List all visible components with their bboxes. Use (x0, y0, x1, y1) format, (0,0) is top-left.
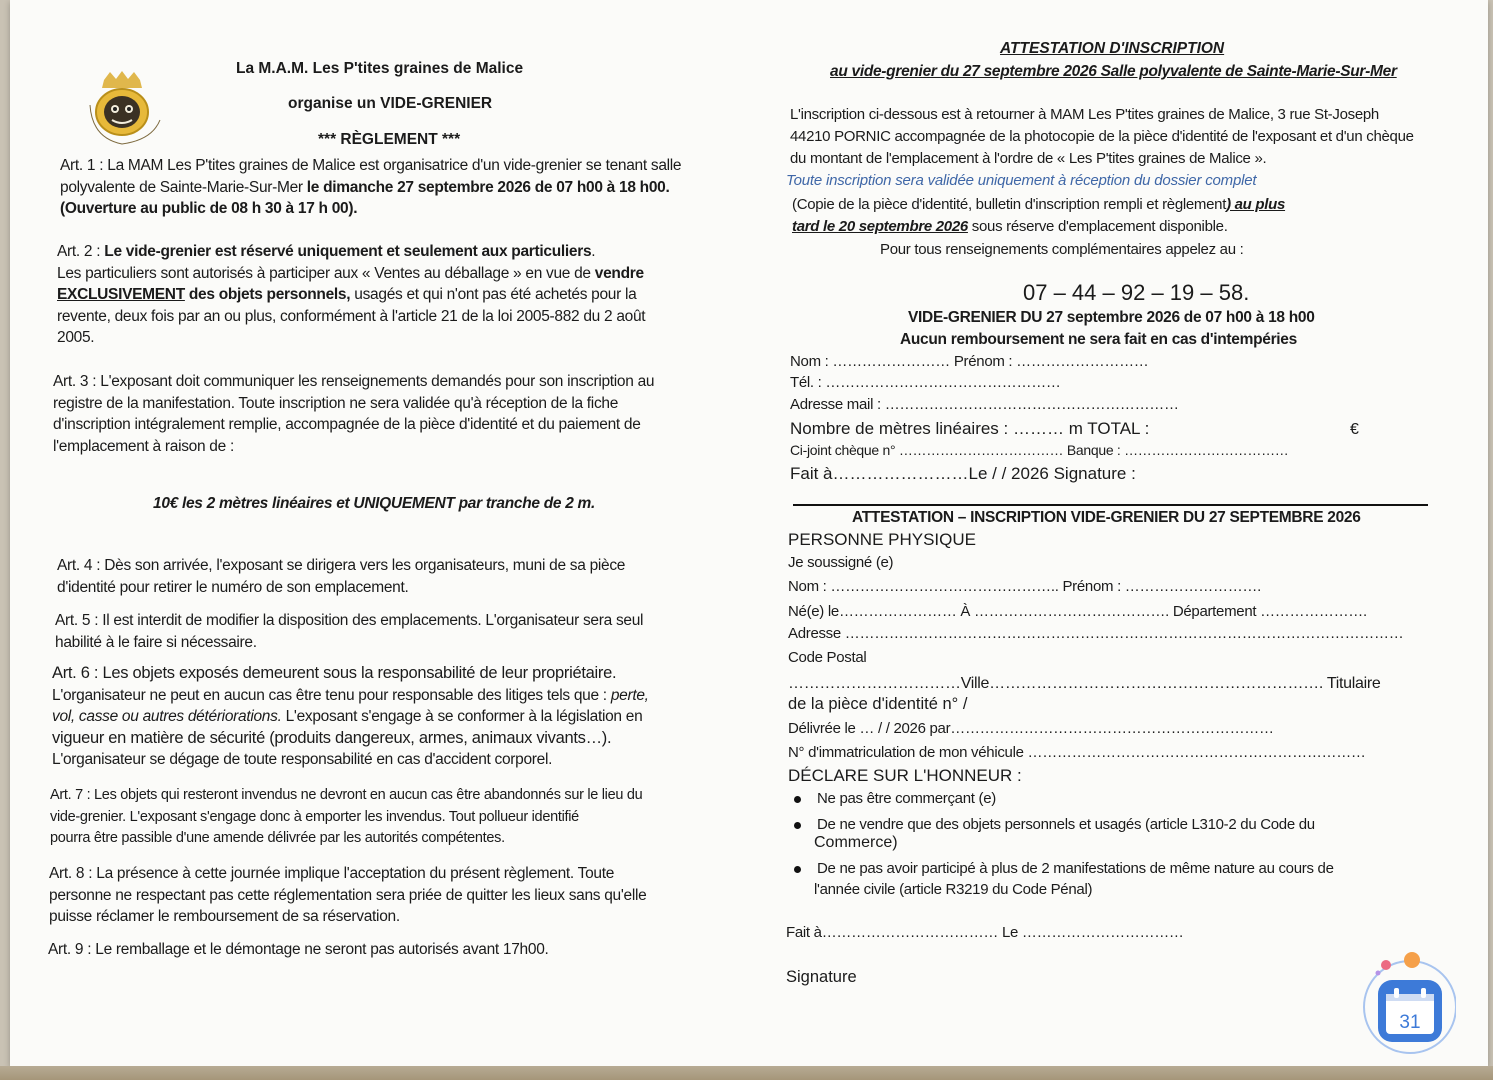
field-code-postal[interactable]: Code Postal (788, 649, 867, 666)
article-5: Art. 5 : Il est interdit de modifier la disposition des emplacements. L'organisateur sera seul habilité à le faire si nécessaire. (55, 612, 644, 651)
bullet-3-cont: l'année civile (article R3219 du Code Pénal) (814, 881, 1093, 898)
calendar-widget[interactable] (1360, 950, 1456, 1056)
attestation-subtitle: au vide-grenier du 27 septembre 2026 Salle polyvalente de Sainte-Marie-Sur-Mer (830, 63, 1397, 80)
mam-logo (82, 70, 178, 154)
form-fait[interactable]: Fait à……………………Le / / 2026 Signature : (790, 464, 1136, 483)
bullet-3: De ne pas avoir participé à plus de 2 manifestations de même nature au cours de (794, 860, 1334, 877)
field-piece-identite[interactable]: de la pièce d'identité n° / (788, 695, 968, 713)
attestation-2-title: ATTESTATION – INSCRIPTION VIDE-GRENIER DU 27 SEPTEMBRE 2026 (852, 509, 1361, 526)
article-8: Art. 8 : La présence à cette journée implique l'acceptation du présent règlement. Toute personne ne respectant pas cette réglementation sera priée de quitter les lieux sans qu'elle puisse réclamer le remboursement de sa réservation. (49, 865, 647, 925)
intro-paragraph: L'inscription ci-dessous est à retourner à MAM Les P'tites graines de Malice, 3 rue St-Joseph 44210 PORNIC accompagnée de la photocopie de la pièce d'identité de l'exposant et d'un chèque du montant de l'emplacement à l'ordre de « Les P'tites graines de Malice ». (790, 106, 1414, 167)
soussigne: Je soussigné (e) (788, 554, 894, 571)
field-fait-a[interactable]: Fait à……………………………… Le …………………………… (786, 924, 1184, 941)
notice-blue: Toute inscription sera validée uniquement à réception du dossier complet (786, 172, 1257, 189)
info-line: Pour tous renseignements complémentaires appelez au : (880, 241, 1244, 258)
header-line-1: La M.A.M. Les P'tites graines de Malice (236, 60, 524, 77)
article-6: Art. 6 : Les objets exposés demeurent sous la responsabilité de leur propriétaire. L'organisateur ne peut en aucun cas être tenu pour responsable des litiges tels que : perte, vol, casse ou autres détériorations. L'exposant s'engage à se conformer à la législation en vigueur en matière de sécurité (produits dangereux, armes, animaux vivants…). L'organisateur se dégage de toute responsabilité en cas d'accident corporel. (52, 664, 649, 768)
form-cheque[interactable]: Ci-joint chèque n° ……………………………… Banque : ……………………………… (790, 442, 1289, 458)
signature-label: Signature (786, 968, 857, 986)
header-reglement: *** RÈGLEMENT *** (318, 131, 461, 148)
phone-number: 07 – 44 – 92 – 19 – 58. (1023, 280, 1250, 305)
calendar-icon (1360, 950, 1456, 1056)
article-1: Art. 1 : La MAM Les P'tites graines de Malice est organisatrice d'un vide-grenier se tenant salle polyvalente de Sainte-Marie-Sur-Mer le dimanche 27 septembre 2026 de 07 h00 à 18 h00. (Ouverture au public de 08 h 30 à 17 h 00). (60, 157, 682, 217)
field-delivree[interactable]: Délivrée le … / / 2026 par………………………………………………………… (788, 720, 1274, 737)
field-nom[interactable]: Nom : ……………………………………….. Prénom : ………………………. (788, 578, 1261, 595)
copy-notice: (Copie de la pièce d'identité, bulletin d'inscription rempli et règlement) au plus tard le 20 septembre 2026 sous réserve d'emplacement disponible. (792, 196, 1286, 235)
article-7: Art. 7 : Les objets qui resteront invendus ne devront en aucun cas être abandonnés sur le lieu du vide-grenier. L'exposant s'engage donc à emporter les invendus. Tout pollueur identifié pourra être passible d'une amende délivrée par les autorités compétentes. (50, 787, 643, 846)
declare-honneur: DÉCLARE SUR L'HONNEUR : (788, 766, 1022, 785)
bullet-2: De ne vendre que des objets personnels et usagés (article L310-2 du Code du (794, 816, 1315, 833)
article-3: Art. 3 : L'exposant doit communiquer les renseignements demandés pour son inscription au registre de la manifestation. Toute inscription ne sera validée qu'à réception de la fiche d'inscription intégralement remplie, accompagnée de la pièce d'identité et du paiement de l'emplacement à raison de : (53, 373, 655, 455)
article-9: Art. 9 : Le remballage et le démontage ne seront pas autorisés avant 17h00. (48, 941, 549, 958)
article-4: Art. 4 : Dès son arrivée, l'exposant se dirigera vers les organisateurs, muni de sa pièce d'identité pour retirer le numéro de son emplacement. (57, 557, 626, 596)
field-ville[interactable]: ……………………………Ville………………………………………………………. Titulaire (788, 675, 1381, 692)
field-naissance[interactable]: Né(e) le…………………… À …………………………………. Département …………………. (788, 603, 1367, 620)
calendar-day: 31 (1399, 1012, 1421, 1033)
attestation-title: ATTESTATION D'INSCRIPTION (1000, 40, 1225, 57)
document-sheet (10, 0, 1488, 1066)
divider (793, 504, 1428, 506)
bullet-1: Ne pas être commerçant (e) (794, 790, 996, 807)
article-2: Art. 2 : Le vide-grenier est réservé uniquement et seulement aux particuliers. Les particuliers sont autorisés à participer aux « Ventes au déballage » en vue de vendre EXCLUSIVEMENT des objets personnels, usagés et qui n'ont pas été achetés pour la revente, deux fois par an ou plus, conformément à l'article 21 de la loi 2005-882 du 2 août 2005. (57, 243, 646, 346)
personne-physique: PERSONNE PHYSIQUE (788, 530, 976, 549)
field-immatriculation[interactable]: N° d'immatriculation de mon véhicule …………………………………………………………… (788, 744, 1366, 761)
form-metres[interactable]: Nombre de mètres linéaires : ……… m TOTAL : (790, 419, 1150, 438)
table-surface (0, 1066, 1493, 1080)
price-line: 10€ les 2 mètres linéaires et UNIQUEMENT par tranche de 2 m. (153, 495, 596, 512)
form-tel[interactable]: Tél. : ………………………………………… (790, 374, 1061, 391)
form-nom[interactable]: Nom : …………………… Prénom : ……………………… (790, 353, 1149, 370)
field-adresse[interactable]: Adresse …………………………………………………………………………………………………… (788, 625, 1404, 642)
form-mail[interactable]: Adresse mail : …………………………………………………… (790, 396, 1179, 413)
refund-line: Aucun remboursement ne sera fait en cas d'intempéries (900, 331, 1297, 348)
header-line-2: organise un VIDE-GRENIER (288, 95, 493, 112)
form-euro: € (1350, 421, 1359, 438)
event-line: VIDE-GRENIER DU 27 septembre 2026 de 07 h00 à 18 h00 (908, 309, 1315, 326)
bullet-2-cont: Commerce) (814, 834, 898, 851)
